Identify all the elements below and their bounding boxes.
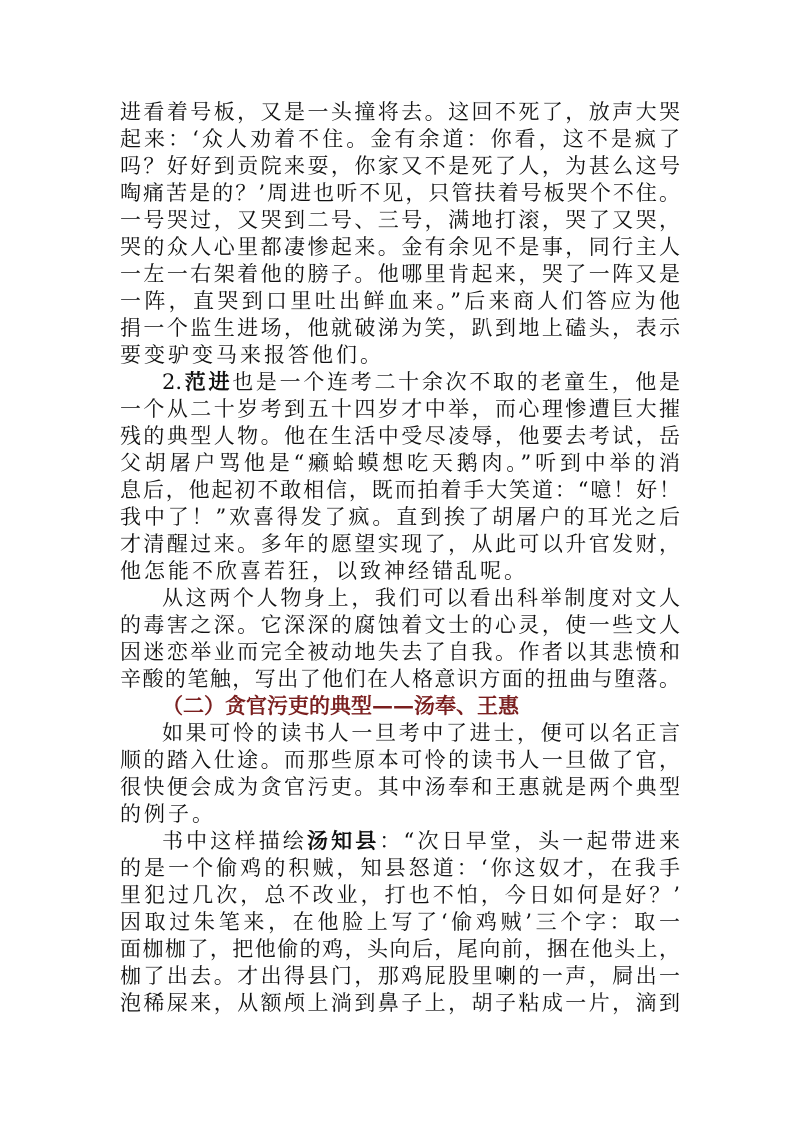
character-name-tang-zhixian: 汤知县 xyxy=(306,828,380,853)
text-line: 哭的众人心里都凄惨起来。金有余见不是事，同行主人 xyxy=(120,235,680,259)
text-line: 息后，他起初不敢相信，既而拍着手大笑道：“噫！好！ xyxy=(120,478,680,502)
text-line: 的是一个偷鸡的积贼，知县怒道：‘你这奴才，在我手 xyxy=(120,856,680,880)
text-line: 一号哭过，又哭到二号、三号，满地打滚，哭了又哭， xyxy=(120,208,680,232)
text-line: 的毒害之深。它深深的腐蚀着文士的心灵，使一些文人 xyxy=(120,613,680,637)
text-line: 一左一右架着他的膀子。他哪里肯起来，哭了一阵又是 xyxy=(120,262,680,286)
text-line: 吗？好好到贡院来耍，你家又不是死了人，为甚么这号 xyxy=(120,154,680,178)
text-line: 起来：‘众人劝着不住。金有余道：你看，这不是疯了 xyxy=(120,127,680,151)
text-line: 啕痛苦是的？’周进也听不见，只管扶着号板哭个不住。 xyxy=(120,181,680,205)
text-line: 枷了出去。才出得县门，那鸡屁股里喇的一声，屙出一 xyxy=(120,964,680,988)
item-number: 2. xyxy=(162,370,183,394)
text-line: 他怎能不欣喜若狂，以致神经错乱呢。 xyxy=(120,559,528,583)
text-line: 很快便会成为贪官污吏。其中汤奉和王惠就是两个典型 xyxy=(120,775,680,799)
text-line: 父胡屠户骂他是“癞蛤蟆想吃天鹅肉。”听到中举的消 xyxy=(120,451,680,475)
text-span: 书中这样描绘 xyxy=(162,829,307,853)
text-line: 残的典型人物。他在生活中受尽凌辱，他要去考试，岳 xyxy=(120,424,680,448)
text-line: 从这两个人物身上，我们可以看出科举制度对文人 xyxy=(162,586,680,610)
text-line: 要变驴变马来报答他们。 xyxy=(120,343,384,367)
text-line: 面枷枷了，把他偷的鸡，头向后，尾向前，捆在他头上， xyxy=(120,937,680,961)
text-line: 如果可怜的读书人一旦考中了进士，便可以名正言 xyxy=(162,721,680,745)
text-line: 里犯过几次，总不改业，打也不怕，今日如何是好？’ xyxy=(120,883,680,907)
text-line: 才清醒过来。多年的愿望实现了，从此可以升官发财， xyxy=(120,532,680,556)
text-line: 进看着号板，又是一头撞将去。这回不死了，放声大哭 xyxy=(120,100,680,124)
text-line: 一个从二十岁考到五十四岁才中举，而心理惨遭巨大摧 xyxy=(120,397,680,421)
text-line: 泡稀屎来，从额颅上淌到鼻子上，胡子粘成一片，滴到 xyxy=(120,991,680,1015)
text-span: 也是一个连考二十余次不取的老童生，他是 xyxy=(232,370,680,394)
paragraph-start-tang-zhixian xyxy=(120,827,680,855)
text-line: 我中了！”欢喜得发了疯。直到挨了胡屠户的耳光之后 xyxy=(120,505,680,529)
text-line: 因迷恋举业而完全被动地失去了自我。作者以其悲愤和 xyxy=(120,640,680,664)
character-name-fan-jin: 范进 xyxy=(182,369,233,394)
text-line: 一阵，直哭到口里吐出鲜血来。”后来商人们答应为他 xyxy=(120,289,680,313)
text-line: 因取过朱笔来，在他脸上写了‘偷鸡贼’三个字：取一 xyxy=(120,910,680,934)
text-span: ：“次日早堂，头一起带进来 xyxy=(379,829,680,853)
text-line: 捐一个监生进场，他就破涕为笑，趴到地上磕头，表示 xyxy=(120,316,680,340)
section-heading: （二）贪官污吏的典型——汤奉、王惠 xyxy=(162,693,519,718)
text-line: 顺的踏入仕途。而那些原本可怜的读书人一旦做了官， xyxy=(120,748,680,772)
text-line: 辛酸的笔触，写出了他们在人格意识方面的扭曲与堕落。 xyxy=(120,667,680,691)
text-line: 的例子。 xyxy=(120,802,216,826)
paragraph-start-fan-jin xyxy=(120,368,680,396)
